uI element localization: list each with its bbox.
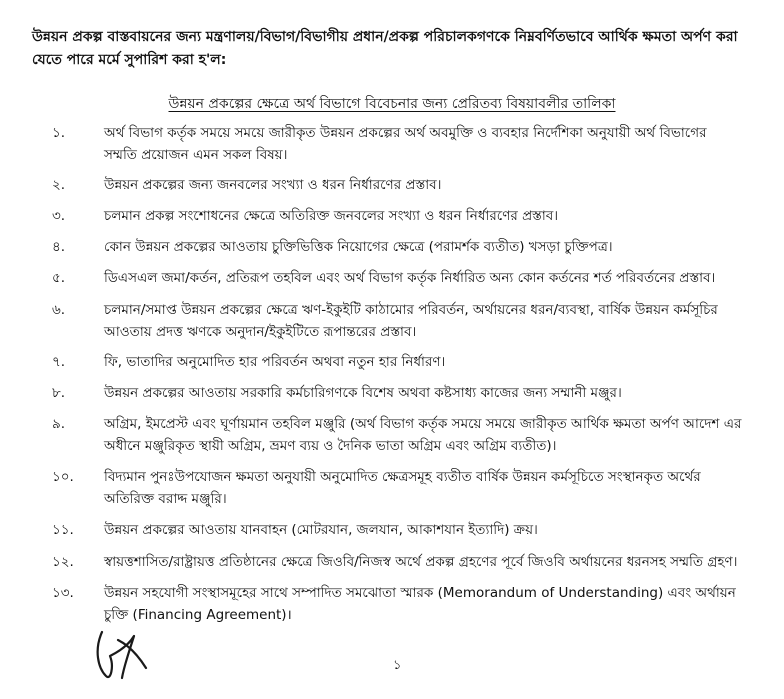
list-item: [52, 299, 742, 343]
list-title: [0, 94, 784, 114]
item-number: ১০.: [52, 469, 74, 485]
item-number: ৫.: [52, 270, 66, 286]
page-number: ১: [393, 658, 402, 673]
item-number: ১৩.: [52, 585, 74, 601]
item-number: ৯.: [52, 416, 66, 432]
item-number: ৮.: [52, 385, 66, 401]
item-text: উন্নয়ন প্রকল্পের আওতায় যানবাহন (মোটরযান, জলযান, আকাশযান ইত্যাদি) ক্রয়।: [104, 522, 538, 538]
item-text: উন্নয়ন সহযোগী সংস্থাসমূহের সাথে সম্পাদিত সমঝোতা স্মারক (Memorandum of Understanding) এবং অর্থায়ন চুক্তি (Financing Agreement)।: [104, 585, 736, 623]
list-item: [52, 382, 742, 404]
list-item: [52, 551, 742, 573]
item-text: চলমান প্রকল্প সংশোধনের ক্ষেত্রে অতিরিক্ত জনবলের সংখ্যা ও ধরন নির্ধারণের প্রস্তাব।: [104, 208, 559, 224]
list-item: [52, 174, 742, 196]
item-text: ডিএসএল জমা/কর্তন, প্রতিরূপ তহবিল এবং অর্থ বিভাগ কর্তৃক নির্ধারিত অন্য কোন কর্তনের শর্ত পরিবর্তনের প্রস্তাব।: [104, 270, 716, 286]
list-item: [52, 267, 742, 289]
item-list: [52, 122, 742, 626]
item-number: ৭.: [52, 354, 66, 370]
signature-mark: [92, 622, 156, 684]
item-number: ১১.: [52, 522, 74, 538]
item-text: স্বায়ত্তশাসিত/রাষ্ট্রায়ত্ত প্রতিষ্ঠানের ক্ষেত্রে জিওবি/নিজস্ব অর্থে প্রকল্প গ্রহণের পূর্বে জিওবি অর্থায়নের ধরনসহ সম্মতি গ্রহণ।: [104, 554, 738, 570]
item-text: অর্থ বিভাগ কর্তৃক সময়ে সময়ে জারীকৃত উন্নয়ন প্রকল্পের অর্থ অবমুক্তি ও ব্যবহার নির্দেশিকা অনুযায়ী অর্থ বিভাগের সম্মতি প্রয়োজন এমন সকল বিষয়।: [104, 125, 707, 163]
item-number: ১.: [52, 125, 66, 141]
list-item: [52, 466, 742, 510]
item-number: ৪.: [52, 239, 66, 255]
list-item: [52, 236, 742, 258]
list-title-text: উন্নয়ন প্রকল্পের ক্ষেত্রে অর্থ বিভাগে বিবেচনার জন্য প্রেরিতব্য বিষয়াবলীর তালিকা: [168, 96, 616, 112]
list-item: [52, 582, 742, 626]
item-text: উন্নয়ন প্রকল্পের আওতায় সরকারি কর্মচারিগণকে বিশেষ অথবা কষ্টসাধ্য কাজের জন্য সম্মানী মঞ্জুর।: [104, 385, 622, 401]
list-item: [52, 122, 742, 166]
list-item: [52, 351, 742, 373]
list-item: [52, 519, 742, 541]
item-text: কোন উন্নয়ন প্রকল্পের আওতায় চুক্তিভিত্তিক নিয়োগের ক্ষেত্রে (পরামর্শক ব্যতীত) খসড়া চুক্তিপত্র।: [104, 239, 613, 255]
item-number: ৩.: [52, 208, 66, 224]
list-item: [52, 205, 742, 227]
intro-paragraph: [32, 26, 762, 72]
intro-line-1: উন্নয়ন প্রকল্প বাস্তবায়নের জন্য মন্ত্রণালয়/বিভাগ/বিভাগীয় প্রধান/প্রকল্প পরিচালকগণকে নিম্নবর্ণিতভাবে আর্থিক ক্ষমতা অর্পণ করা: [32, 29, 738, 45]
item-text: চলমান/সমাপ্ত উন্নয়ন প্রকল্পের ক্ষেত্রে ঋণ-ইকুইটি কাঠামোর পরিবর্তন, অর্থায়নের ধরন/ব্যবস্থা, বার্ষিক উন্নয়ন কর্মসূচির আওতায় প্রদত্ত ঋণকে অনুদান/ইকুইটিতে রূপান্তরের প্রস্তাব।: [104, 302, 718, 340]
item-text: বিদ্যমান পুনঃউপযোজন ক্ষমতা অনুযায়ী অনুমোদিত ক্ষেত্রসমূহ ব্যতীত বার্ষিক উন্নয়ন কর্মসূচিতে সংস্থানকৃত অর্থের অতিরিক্ত বরাদ্দ মঞ্জুরি।: [104, 469, 701, 507]
item-text: উন্নয়ন প্রকল্পের জন্য জনবলের সংখ্যা ও ধরন নির্ধারণের প্রস্তাব।: [104, 177, 442, 193]
intro-line-2: যেতে পারে মর্মে সুপারিশ করা হ'ল:: [32, 52, 227, 68]
item-number: ১২.: [52, 554, 74, 570]
item-number: ৬.: [52, 302, 66, 318]
list-item: [52, 413, 742, 457]
item-number: ২.: [52, 177, 66, 193]
item-text: অগ্রিম, ইমপ্রেস্ট এবং ঘূর্ণায়মান তহবিল মঞ্জুরি (অর্থ বিভাগ কর্তৃক সময়ে সময়ে জারীকৃত আর্থিক ক্ষমতা অর্পণ আদেশ এর অধীনে মঞ্জুরিকৃত স্থায়ী অগ্রিম, ভ্রমণ ব্যয় ও দৈনিক ভাতা অগ্রিম এবং অগ্রিম ব্যতীত)।: [104, 416, 742, 454]
item-text: ফি, ভাতাদির অনুমোদিত হার পরিবর্তন অথবা নতুন হার নির্ধারণ।: [104, 354, 446, 370]
